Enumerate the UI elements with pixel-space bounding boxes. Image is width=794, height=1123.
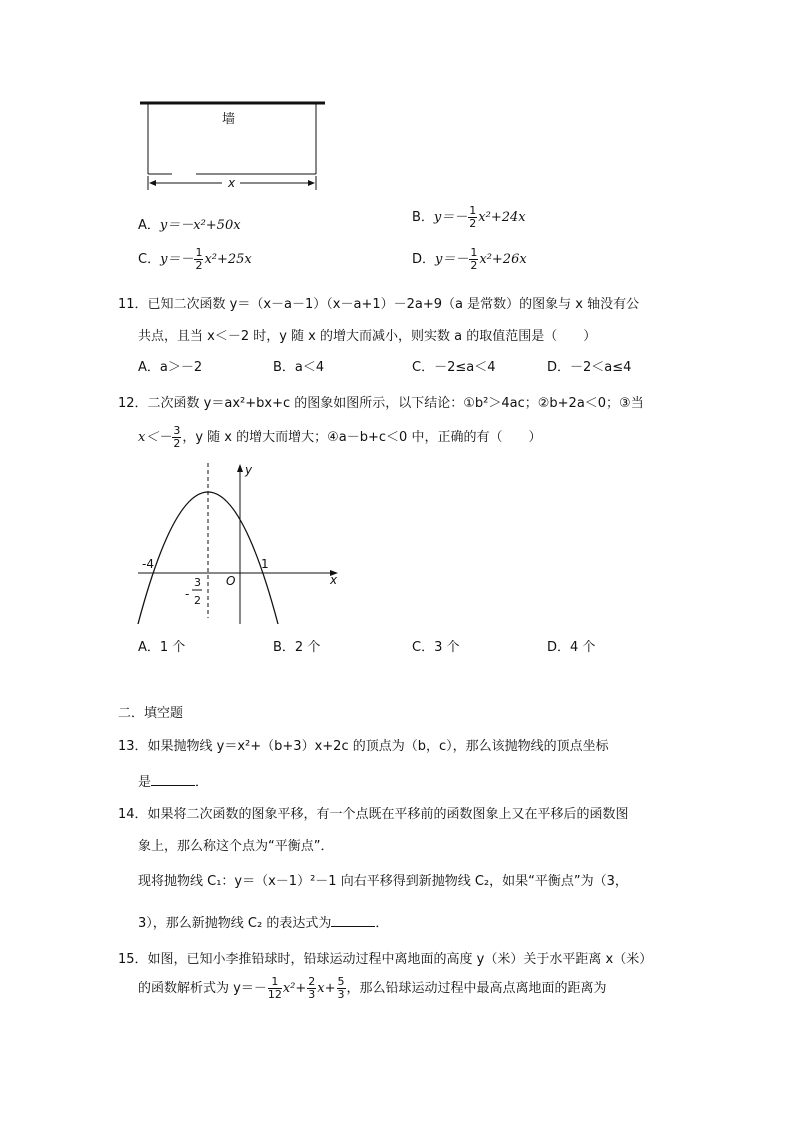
- q13-line2: 是 ．: [138, 775, 209, 790]
- q10-option-b[interactable]: B．y＝－ $\frac{1}{2}$ x²+24x: [412, 204, 526, 230]
- q11-option-d[interactable]: D．－2＜a≤4: [547, 360, 632, 375]
- y-axis-label: y: [245, 463, 253, 477]
- q14-line2: 象上，那么称这个点为“平衡点”．: [138, 839, 334, 854]
- axis-frac-den: 2: [194, 594, 201, 607]
- q10-option-a[interactable]: A．y＝－x²+50x: [138, 218, 241, 233]
- q12-option-c[interactable]: C．3 个: [412, 640, 460, 655]
- q12-line1: 12．二次函数 y＝ax²+bx+c 的图象如图所示，以下结论：①b²＞4ac；②b+2a＜0；③当: [118, 396, 644, 411]
- q10-option-c[interactable]: C．y＝－ $\frac{1}{2}$ x²+25x: [138, 246, 252, 272]
- fraction: $\frac{5}{3}$: [337, 975, 345, 1001]
- q15-line1: 15．如图，已知小李推铅球时，铅球运动过程中离地面的高度 y（米）关于水平距离 x（米）: [118, 952, 653, 967]
- axis-frac-num: 3: [194, 576, 201, 589]
- section-title: 二．填空题: [118, 706, 184, 721]
- fraction: $\frac{3}{2}$: [173, 424, 181, 450]
- origin-label: O: [226, 574, 236, 588]
- q10-option-d[interactable]: D．y＝－ $\frac{1}{2}$ x²+26x: [412, 246, 527, 272]
- q11-option-a[interactable]: A．a＞－2: [138, 360, 203, 375]
- fraction: $\frac{1}{12}$: [267, 975, 282, 1001]
- wall-figure: [138, 96, 330, 196]
- q12-option-a[interactable]: A．1 个: [138, 640, 186, 655]
- fraction: $\frac{1}{2}$: [470, 246, 478, 272]
- axis-neg-sign: -: [185, 587, 190, 601]
- fraction: $\frac{1}{2}$: [195, 246, 203, 272]
- q14-line4: 3），那么新抛物线 C₂ 的表达式为 ．: [138, 916, 389, 931]
- fraction: $\frac{1}{2}$: [469, 204, 477, 230]
- q11-line1: 11．已知二次函数 y＝（x－a－1）（x－a+1）－2a+9（a 是常数）的图象与 x 轴没有公: [118, 297, 640, 312]
- q13-line1: 13．如果抛物线 y＝x²+（b+3）x+2c 的顶点为（b，c），那么该抛物线的顶点坐标: [118, 739, 609, 754]
- q14-line1: 14．如果将二次函数的图象平移，有一个点既在平移前的函数图象上又在平移后的函数图: [118, 807, 629, 822]
- parabola-graph: [130, 458, 345, 628]
- q12-option-d[interactable]: D．4 个: [547, 640, 596, 655]
- q11-option-c[interactable]: C．－2≤a＜4: [412, 360, 496, 375]
- right-root-label: 1: [261, 557, 269, 571]
- x-axis-label: x: [330, 573, 338, 587]
- fraction: $\frac{2}{3}$: [308, 975, 316, 1001]
- width-label: x: [228, 176, 236, 190]
- wall-label: 墙: [222, 112, 236, 127]
- answer-blank[interactable]: [151, 773, 195, 786]
- q15-line2: 的函数解析式为 y＝－ $\frac{1}{12}$ x²+ $\frac{2}{3}$ x+ $\frac{5}{3}$ ，那么铅球运动过程中最高点离地面的距离为: [138, 975, 607, 1001]
- q11-option-b[interactable]: B．a＜4: [273, 360, 325, 375]
- q12-option-b[interactable]: B．2 个: [273, 640, 321, 655]
- left-root-label: -4: [142, 557, 154, 571]
- q12-line2: x＜－ $\frac{3}{2}$ ，y 随 x 的增大而增大；④a－b+c＜0 中，正确的有（ ）: [138, 424, 542, 450]
- q14-line3: 现将抛物线 C₁：y＝（x－1）²－1 向右平移得到新抛物线 C₂，如果“平衡点”为（3，: [138, 874, 628, 889]
- q11-line2: 共点，且当 x＜－2 时，y 随 x 的增大而减小，则实数 a 的取值范围是（ ）: [138, 329, 597, 344]
- answer-blank[interactable]: [331, 914, 375, 927]
